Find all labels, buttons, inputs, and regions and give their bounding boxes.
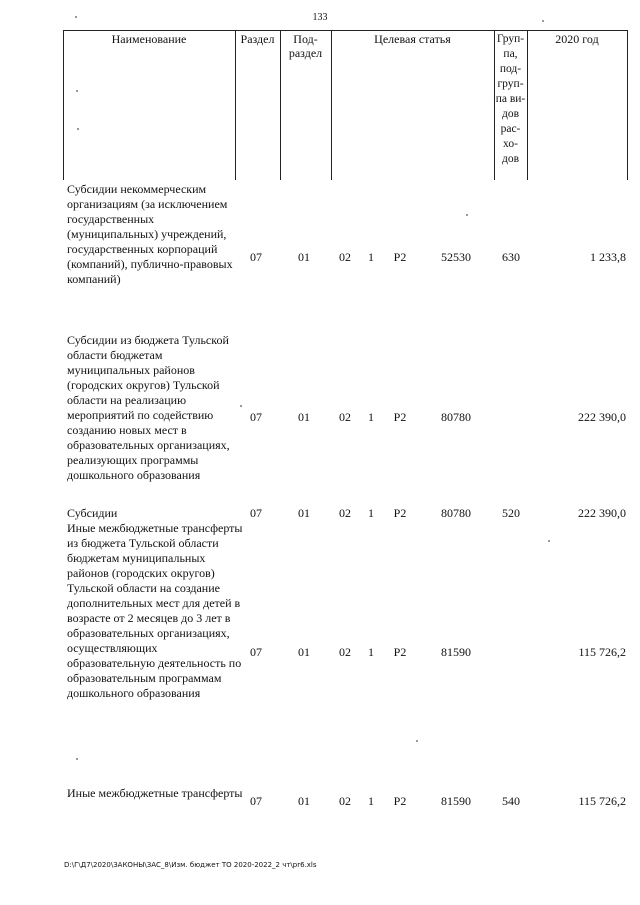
row-code: 80780 [441,506,471,520]
file-path-footer: D:\Г\Д7\2020\ЗАКОНЫ\ЗАС_8\Изм. бюджет ТО 2020-2022_2 чт\рr6.xls [64,861,317,869]
header-expense-group: Груп- па, под- груп- па ви- дов рас- хо- дов [495,33,526,165]
row-amount: 1 233,8 [590,250,626,264]
scan-speck [77,128,79,130]
row-amount: 115 726,2 [578,794,626,808]
row-name: Иные межбюджетные трансферты [67,786,243,800]
row-name: Субсидии некоммерческим организациям (за исключением государственных (муниципальных) учреждений, государственных корпораций (компаний), публично-правовых компаний) [67,182,233,286]
row-program: 02 [339,506,351,520]
row-project: P2 [393,410,407,424]
row-sub: 1 [368,506,374,520]
row-project: P2 [393,506,407,520]
row-program: 02 [339,410,351,424]
row-amount: 222 390,0 [578,410,626,424]
row-code: 80780 [441,410,471,424]
row-subsection: 01 [298,250,310,264]
row-sub: 1 [368,410,374,424]
scan-speck [240,405,242,407]
row-subsection: 01 [298,645,310,659]
row-code: 81590 [441,645,471,659]
header-top-border [63,30,627,31]
scan-speck [76,758,78,760]
row-name: Субсидии [67,506,118,520]
row-subsection: 01 [298,794,310,808]
row-subsection: 01 [298,410,310,424]
header-border [627,30,628,180]
row-section: 07 [250,645,262,659]
row-name: Иные межбюджетные трансферты из бюджета Тульской области бюджетам муниципальных районов (городских округов) Тульской области на создание дополнительных мест для детей в возрасте от 2 месяцев до 3 лет в образовательных организациях, осуществляющих образовательную деятельность по образовательным программам дошкольного образования [67,521,243,700]
row-sub: 1 [368,794,374,808]
row-code: 81590 [441,794,471,808]
row-sub: 1 [368,645,374,659]
row-project: P2 [393,645,407,659]
row-group: 540 [502,794,520,808]
row-sub: 1 [368,250,374,264]
row-group: 630 [502,250,520,264]
page-number: 133 [312,12,328,23]
row-project: P2 [393,250,407,264]
scan-speck [548,540,550,542]
scan-speck [542,20,544,22]
row-name: Субсидии из бюджета Тульской области бюджетам муниципальных районов (городских округов) Тульской области на реализацию мероприятий по содействию созданию новых мест в образовательных организациях, реализующих программы дошкольного образования [67,333,230,482]
row-program: 02 [339,250,351,264]
row-amount: 115 726,2 [578,645,626,659]
header-subsection: Под- раздел [288,32,323,60]
header-name: Наименование [111,32,187,46]
row-subsection: 01 [298,506,310,520]
scan-speck [416,740,418,742]
scan-speck [75,16,77,18]
row-code: 52530 [441,250,471,264]
row-section: 07 [250,410,262,424]
header-section: Раздел [240,32,275,46]
row-project: P2 [393,794,407,808]
header-year: 2020 год [555,32,599,46]
row-program: 02 [339,645,351,659]
scan-speck [466,214,468,216]
row-group: 520 [502,506,520,520]
row-section: 07 [250,794,262,808]
scan-speck [76,90,78,92]
row-program: 02 [339,794,351,808]
row-section: 07 [250,506,262,520]
row-section: 07 [250,250,262,264]
row-amount: 222 390,0 [578,506,626,520]
header-target-article: Целевая статья [374,32,451,46]
